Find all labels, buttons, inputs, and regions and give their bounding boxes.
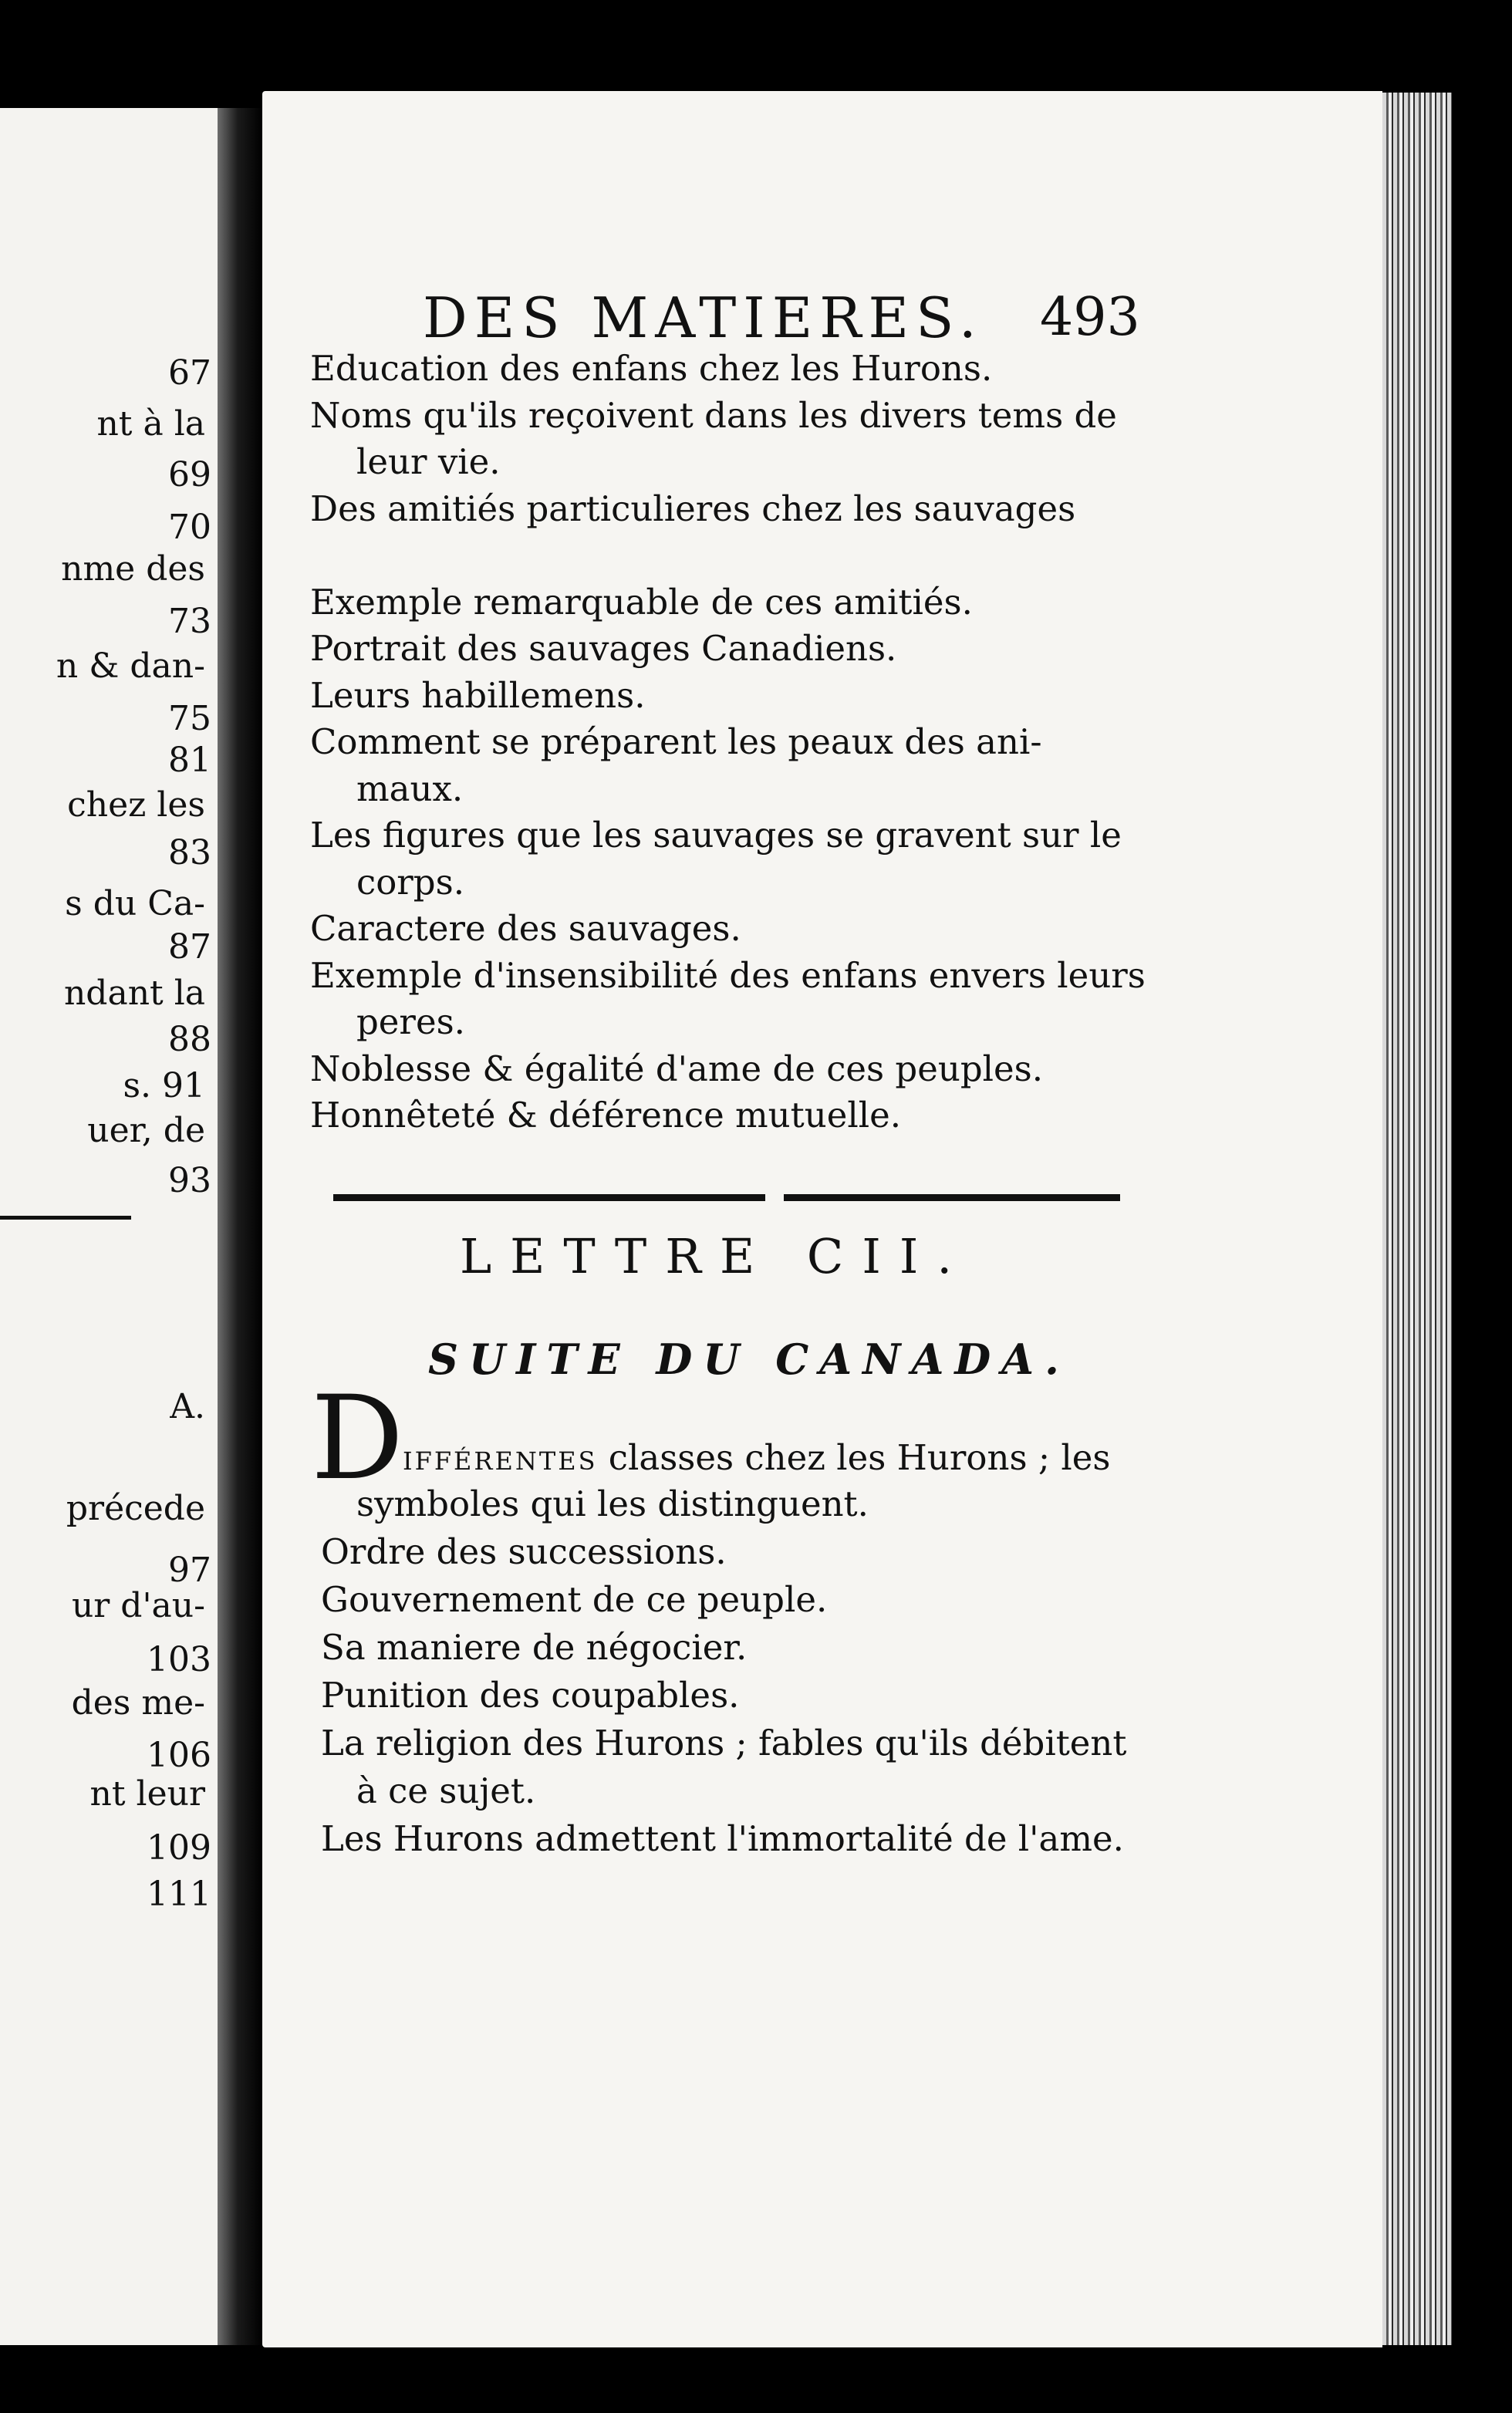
left-page-line: ur d'au-: [71, 1586, 205, 1625]
toc-entry-text: symboles qui les distinguent.: [356, 1483, 869, 1524]
left-page-line: 69: [168, 455, 211, 494]
left-page-line: 109: [147, 1828, 211, 1868]
page-edge-shadow: [1452, 91, 1512, 2374]
toc-entry-text: Des amitiés particulieres chez les sauvages: [310, 488, 1076, 529]
book-gutter: [218, 108, 262, 2345]
left-page-line: chez les: [67, 785, 205, 825]
left-page-line: nt à la: [96, 404, 205, 444]
section-rule-left: [333, 1194, 765, 1201]
left-page-rule: [0, 1216, 131, 1220]
left-page-line: s. 91: [123, 1066, 205, 1105]
toc-entry-text: peres.: [356, 1001, 465, 1042]
page-edges: [1382, 93, 1452, 2345]
toc-entry-text: maux.: [356, 768, 464, 809]
section-rule-right: [784, 1194, 1120, 1201]
left-page-line: précede: [66, 1489, 205, 1528]
left-page-line: uer, de: [87, 1111, 205, 1150]
left-page-line: 88: [168, 1020, 211, 1059]
left-page-line: s du Ca-: [65, 884, 205, 923]
left-page-line: 111: [147, 1875, 211, 1914]
toc-entry-text: Comment se préparent les peaux des ani-: [310, 721, 1042, 762]
left-page-line: 75: [168, 699, 211, 738]
left-page-line: 106: [147, 1736, 211, 1775]
drop-cap: D: [311, 1372, 404, 1506]
toc-entry-text: Sa maniere de négocier.: [321, 1627, 748, 1668]
left-page-line: 97: [168, 1551, 211, 1590]
toc-entry-text: Punition des coupables.: [321, 1675, 740, 1716]
toc-entry-text: La religion des Hurons ; fables qu'ils débitent: [321, 1723, 1127, 1763]
left-page-line: 93: [168, 1161, 211, 1200]
toc-entry-text: Exemple remarquable de ces amitiés.: [310, 581, 973, 623]
left-page-line: 81: [168, 741, 211, 780]
left-page-line: 73: [168, 602, 211, 641]
toc-entry-text: Ordre des successions.: [321, 1531, 727, 1572]
toc-entry-text: Honnêteté & déférence mutuelle.: [310, 1095, 902, 1136]
left-page-line: ndant la: [63, 974, 205, 1013]
toc-entry-text: Exemple d'insensibilité des enfans envers leurs: [310, 954, 1146, 996]
left-page-line: nme des: [61, 549, 205, 589]
toc-entry-text: Portrait des sauvages Canadiens.: [310, 628, 897, 669]
left-page-line: 87: [168, 927, 211, 967]
left-page-line: nt leur: [89, 1774, 205, 1814]
running-head: DES MATIERES.: [423, 285, 984, 350]
left-page-line: 103: [147, 1640, 211, 1679]
left-page-line: 83: [168, 833, 211, 872]
toc-entry-text: corps.: [356, 861, 465, 903]
page-number: 493: [1040, 287, 1140, 348]
letter-subtitle: SUITE DU CANADA.: [428, 1335, 1070, 1384]
first-entry-line: [403, 1436, 1110, 1480]
toc-entry-text: Noms qu'ils reçoivent dans les divers tems de: [310, 394, 1117, 436]
first-entry-rest: classes chez les Hurons ; les: [597, 1437, 1111, 1478]
toc-entry-text: Les figures que les sauvages se gravent sur le: [310, 815, 1122, 856]
left-page-line: 70: [168, 508, 211, 547]
left-page-line: A.: [170, 1387, 205, 1426]
toc-entry-text: Caractere des sauvages.: [310, 908, 741, 949]
toc-entry-text: leur vie.: [356, 441, 501, 482]
left-page-line: des me-: [71, 1683, 205, 1723]
left-page-line: n & dan-: [56, 646, 205, 686]
toc-entry-text: Les Hurons admettent l'immortalité de l'ame.: [321, 1818, 1124, 1859]
toc-entry-text: Noblesse & égalité d'ame de ces peuples.: [310, 1048, 1044, 1089]
toc-entry-text: Gouvernement de ce peuple.: [321, 1579, 828, 1620]
left-page-line: 67: [168, 353, 211, 393]
toc-entry-text: Leurs habillemens.: [310, 674, 646, 716]
left-page-fragment: [0, 108, 218, 2345]
toc-entry-text: Education des enfans chez les Hurons.: [310, 348, 993, 389]
toc-entry-text: à ce sujet.: [356, 1770, 536, 1811]
letter-title: LETTRE CII.: [460, 1228, 971, 1284]
first-entry-smallcaps: ifférentes: [403, 1437, 598, 1478]
